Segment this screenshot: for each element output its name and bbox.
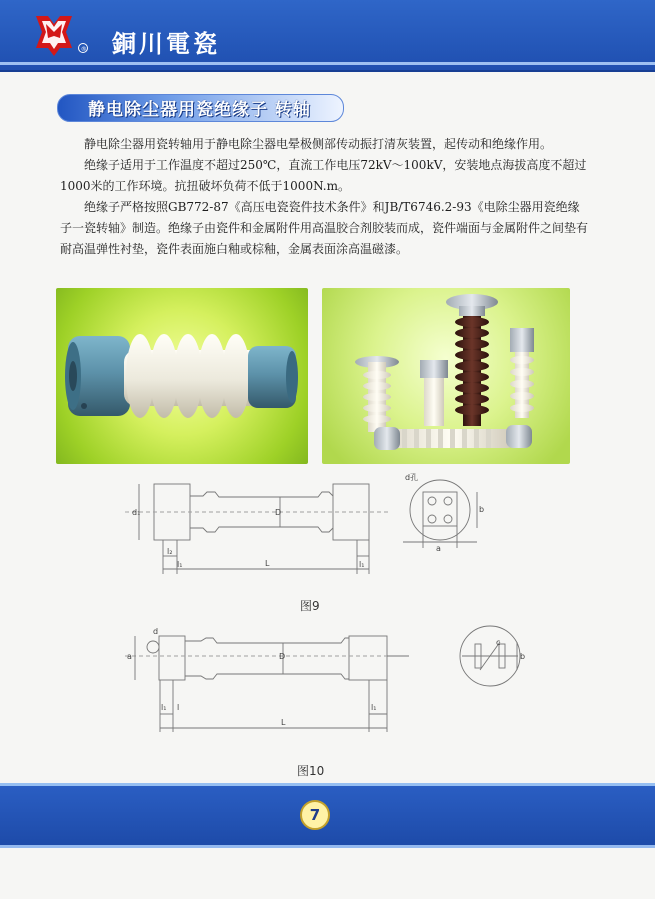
brand-name: 銅川電瓷 — [112, 30, 220, 58]
label-a-fig9: a — [436, 544, 441, 553]
paragraph-3: 绝缘子严格按照GB772-87《高压电瓷瓷件技术条件》和JB/T6746.2-93《电除尘器用瓷绝缘子一瓷转轴》制造。绝缘子由瓷件和金属附件用高温胶合剂胶装而成，瓷件端面与金属附件之间垫有耐高温弹性衬垫，瓷件表面施白釉或棕釉，金属表面涂高温磁漆。 — [60, 200, 589, 256]
label-d1: d₁ — [132, 508, 141, 517]
label-l2: l₂ — [167, 547, 173, 556]
company-logo-icon — [32, 14, 92, 58]
insulator-group-illustration — [322, 288, 570, 464]
paragraph-2: 绝缘子适用于工作温度不超过250℃，直流工作电压72kV～100kV，安装地点海拔高度不超过1000米的工作环境。抗扭破坏负荷不低于1000N.m。 — [60, 158, 587, 193]
label-d-fig10: d — [153, 627, 159, 636]
label-l1-fig10-left: l₁ — [161, 703, 167, 712]
label-D-fig10: D — [279, 652, 286, 661]
footer-top-divider — [0, 783, 655, 786]
photo-insulator-rotating-shaft — [56, 288, 308, 464]
label-dhole: d孔 — [405, 473, 419, 482]
label-l1-right: l₁ — [359, 560, 365, 569]
header-divider — [0, 62, 655, 65]
label-L-fig9: L — [265, 559, 270, 568]
registered-mark: ® — [80, 46, 87, 53]
label-l1-fig10-right: l₁ — [371, 703, 377, 712]
single-shaft-illustration — [56, 288, 308, 464]
description-body — [60, 134, 590, 260]
figure-10-caption: 图10 — [297, 764, 325, 778]
photo-insulator-group — [322, 288, 570, 464]
label-L-fig10: L — [281, 718, 286, 727]
label-c-fig10: c — [496, 638, 501, 647]
label-a-fig10: a — [127, 652, 132, 661]
page-title: 静电除尘器用瓷绝缘子 转轴 — [88, 100, 311, 120]
technical-drawings — [105, 466, 555, 796]
figure-9-caption: 图9 — [300, 599, 320, 613]
label-D-fig9: D — [275, 508, 282, 517]
footer-bottom-divider — [0, 845, 655, 848]
label-l1-left: l₁ — [177, 560, 183, 569]
label-b-fig9: b — [479, 505, 485, 514]
page-number-badge: 7 — [300, 800, 330, 830]
label-l-fig10: l — [177, 703, 180, 712]
label-b-fig10: b — [520, 652, 526, 661]
paragraph-1: 静电除尘器用瓷转轴用于静电除尘器电晕极侧部传动振打清灰装置，起传动和绝缘作用。 — [84, 137, 553, 151]
